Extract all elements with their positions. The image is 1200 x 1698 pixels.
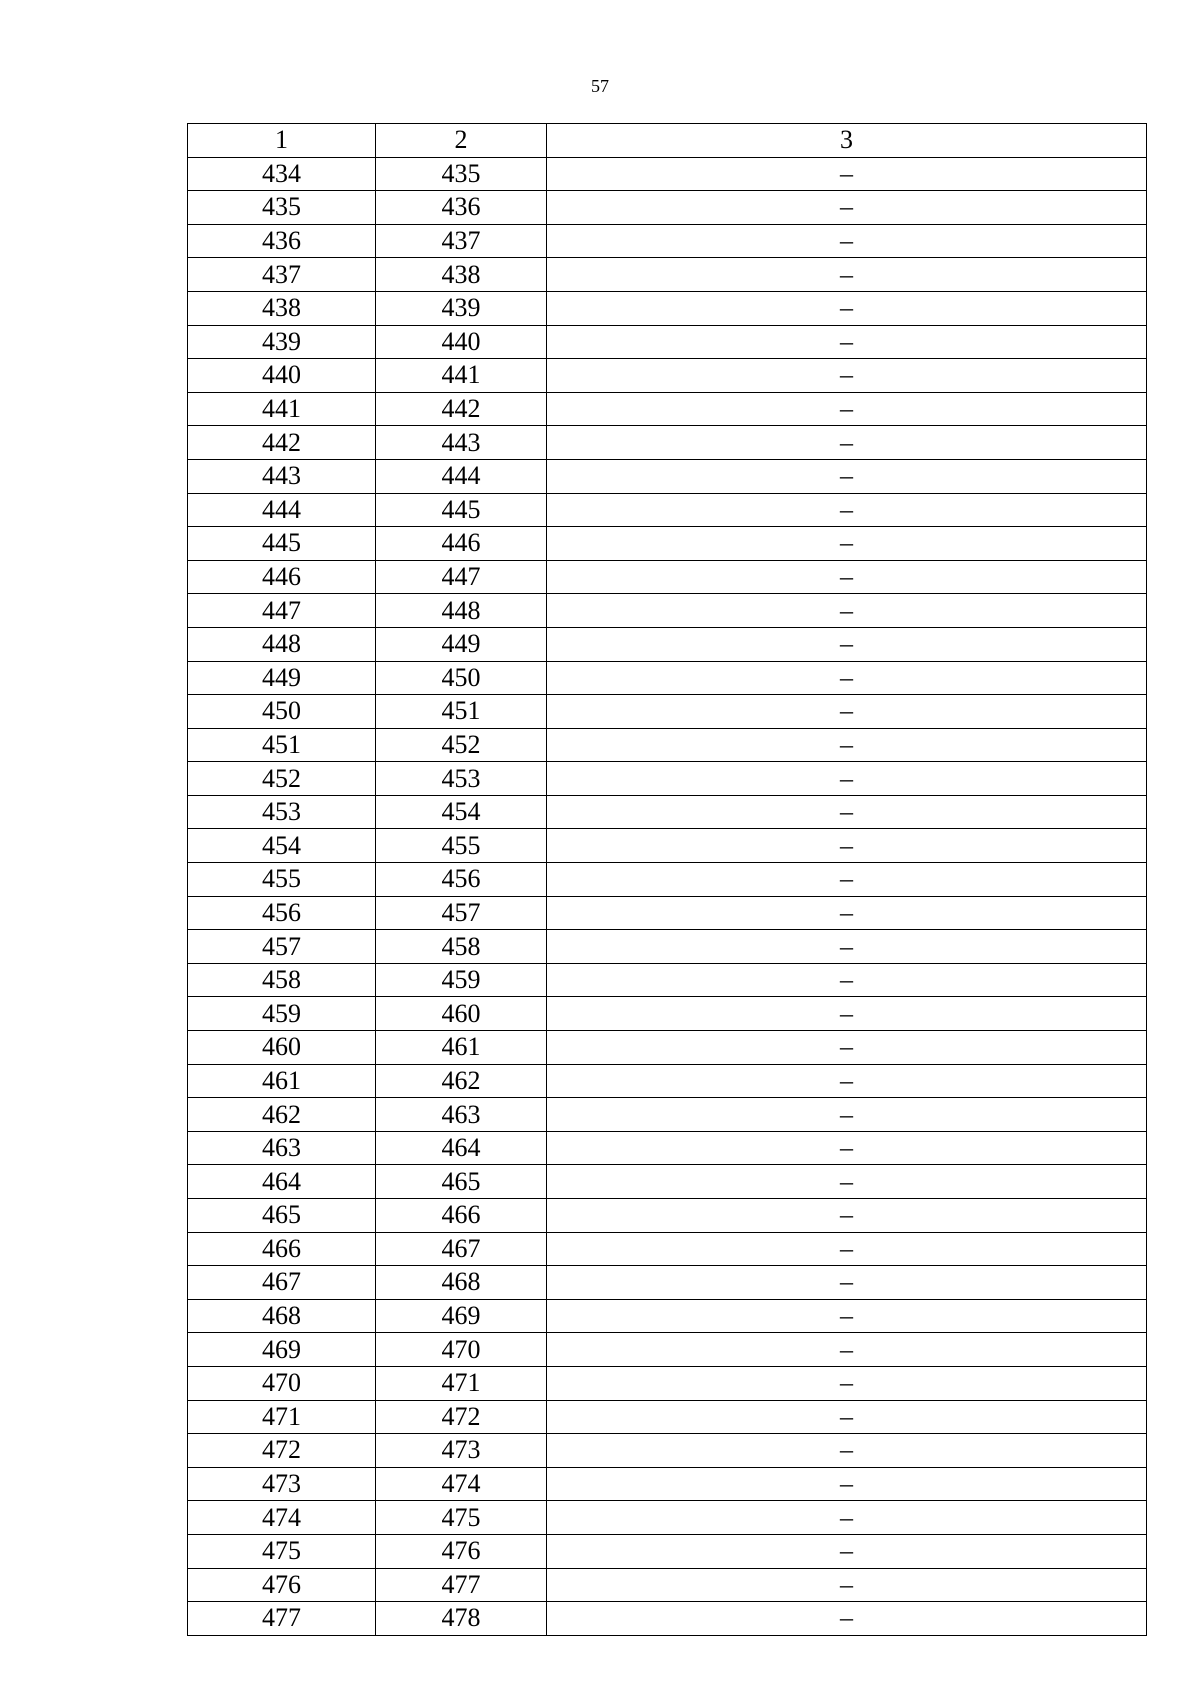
table-cell-col-2: 464 <box>376 1131 547 1165</box>
table-cell-col-2: 467 <box>376 1232 547 1266</box>
table-cell-col-2: 478 <box>376 1602 547 1636</box>
table-header <box>188 124 1147 158</box>
column-header-1: 1 <box>188 124 376 158</box>
table-cell-col-3: – <box>547 1333 1147 1367</box>
table-cell-col-2: 477 <box>376 1568 547 1602</box>
table-cell-col-3: – <box>547 896 1147 930</box>
table-cell-col-2: 472 <box>376 1400 547 1434</box>
table-cell-col-3: – <box>547 1467 1147 1501</box>
table-cell-col-1: 444 <box>188 493 376 527</box>
table-cell-col-2: 459 <box>376 963 547 997</box>
table-cell-col-3: – <box>547 325 1147 359</box>
header-row <box>188 124 1147 158</box>
table-cell-col-1: 448 <box>188 627 376 661</box>
table-cell-col-2: 462 <box>376 1064 547 1098</box>
table-cell-col-2: 453 <box>376 762 547 796</box>
table-cell-col-2: 451 <box>376 695 547 729</box>
table-cell-col-3: – <box>547 1064 1147 1098</box>
table-row <box>188 728 1147 762</box>
table-row <box>188 1031 1147 1065</box>
table-row <box>188 1434 1147 1468</box>
table-cell-col-2: 476 <box>376 1534 547 1568</box>
table-cell-col-1: 442 <box>188 426 376 460</box>
table-row <box>188 392 1147 426</box>
table-cell-col-2: 461 <box>376 1031 547 1065</box>
table-row <box>188 291 1147 325</box>
table-cell-col-1: 454 <box>188 829 376 863</box>
table-row <box>188 829 1147 863</box>
table-cell-col-1: 464 <box>188 1165 376 1199</box>
table-row <box>188 1299 1147 1333</box>
table-cell-col-1: 440 <box>188 359 376 393</box>
table-cell-col-2: 460 <box>376 997 547 1031</box>
table-cell-col-3: – <box>547 392 1147 426</box>
table-cell-col-3: – <box>547 695 1147 729</box>
table-cell-col-1: 477 <box>188 1602 376 1636</box>
table-row <box>188 963 1147 997</box>
table-cell-col-3: – <box>547 661 1147 695</box>
table-cell-col-1: 476 <box>188 1568 376 1602</box>
table-cell-col-2: 468 <box>376 1266 547 1300</box>
table-row <box>188 1266 1147 1300</box>
table-cell-col-3: – <box>547 997 1147 1031</box>
table-cell-col-2: 457 <box>376 896 547 930</box>
table-cell-col-2: 465 <box>376 1165 547 1199</box>
table-cell-col-1: 438 <box>188 291 376 325</box>
table-row <box>188 1165 1147 1199</box>
table-cell-col-1: 447 <box>188 594 376 628</box>
table-cell-col-3: – <box>547 930 1147 964</box>
table-cell-col-2: 446 <box>376 527 547 561</box>
table-cell-col-2: 454 <box>376 795 547 829</box>
table-cell-col-3: – <box>547 1400 1147 1434</box>
table-cell-col-2: 436 <box>376 191 547 225</box>
table-row <box>188 459 1147 493</box>
table-cell-col-1: 453 <box>188 795 376 829</box>
table-row <box>188 1467 1147 1501</box>
table-row <box>188 762 1147 796</box>
table-cell-col-2: 435 <box>376 157 547 191</box>
table-cell-col-3: – <box>547 1232 1147 1266</box>
table-cell-col-1: 467 <box>188 1266 376 1300</box>
page-number: 57 <box>591 76 609 96</box>
table-cell-col-2: 450 <box>376 661 547 695</box>
table-cell-col-3: – <box>547 963 1147 997</box>
table-cell-col-1: 435 <box>188 191 376 225</box>
table-cell-col-2: 442 <box>376 392 547 426</box>
table-cell-col-1: 459 <box>188 997 376 1031</box>
table-row <box>188 560 1147 594</box>
table-cell-col-1: 457 <box>188 930 376 964</box>
table-cell-col-2: 440 <box>376 325 547 359</box>
table-cell-col-3: – <box>547 1534 1147 1568</box>
table-cell-col-3: – <box>547 1131 1147 1165</box>
table-cell-col-1: 470 <box>188 1366 376 1400</box>
table-row <box>188 1333 1147 1367</box>
table-cell-col-3: – <box>547 863 1147 897</box>
table-row <box>188 1366 1147 1400</box>
table-cell-col-3: – <box>547 1199 1147 1233</box>
table-cell-col-1: 443 <box>188 459 376 493</box>
table-cell-col-1: 472 <box>188 1434 376 1468</box>
table-row <box>188 258 1147 292</box>
table-cell-col-3: – <box>547 1568 1147 1602</box>
table-row <box>188 359 1147 393</box>
table-cell-col-2: 455 <box>376 829 547 863</box>
table-cell-col-3: – <box>547 560 1147 594</box>
table-cell-col-2: 470 <box>376 1333 547 1367</box>
table-cell-col-2: 471 <box>376 1366 547 1400</box>
table-cell-col-3: – <box>547 426 1147 460</box>
table-cell-col-1: 458 <box>188 963 376 997</box>
table-cell-col-1: 450 <box>188 695 376 729</box>
table-row <box>188 997 1147 1031</box>
table-cell-col-2: 445 <box>376 493 547 527</box>
table-cell-col-3: – <box>547 594 1147 628</box>
table-cell-col-3: – <box>547 1165 1147 1199</box>
table-cell-col-2: 456 <box>376 863 547 897</box>
table-cell-col-2: 452 <box>376 728 547 762</box>
table-row <box>188 1501 1147 1535</box>
table-cell-col-3: – <box>547 1031 1147 1065</box>
table-row <box>188 594 1147 628</box>
table-cell-col-1: 471 <box>188 1400 376 1434</box>
table-cell-col-1: 449 <box>188 661 376 695</box>
table-cell-col-1: 436 <box>188 224 376 258</box>
table-cell-col-3: – <box>547 291 1147 325</box>
table-cell-col-3: – <box>547 493 1147 527</box>
table-cell-col-3: – <box>547 459 1147 493</box>
table-row <box>188 527 1147 561</box>
table-cell-col-2: 439 <box>376 291 547 325</box>
table-cell-col-3: – <box>547 1266 1147 1300</box>
table-row <box>188 695 1147 729</box>
table-row <box>188 426 1147 460</box>
table-cell-col-2: 438 <box>376 258 547 292</box>
table-cell-col-2: 448 <box>376 594 547 628</box>
table-cell-col-3: – <box>547 1366 1147 1400</box>
table-row <box>188 1568 1147 1602</box>
table-row <box>188 224 1147 258</box>
table-cell-col-3: – <box>547 191 1147 225</box>
table-row <box>188 627 1147 661</box>
table-cell-col-1: 466 <box>188 1232 376 1266</box>
table-cell-col-1: 468 <box>188 1299 376 1333</box>
table-cell-col-2: 474 <box>376 1467 547 1501</box>
table-cell-col-3: – <box>547 795 1147 829</box>
table-cell-col-1: 446 <box>188 560 376 594</box>
table-cell-col-1: 456 <box>188 896 376 930</box>
table-row <box>188 1199 1147 1233</box>
table-cell-col-3: – <box>547 1434 1147 1468</box>
table-cell-col-2: 449 <box>376 627 547 661</box>
table-row <box>188 1602 1147 1636</box>
table-cell-col-2: 475 <box>376 1501 547 1535</box>
table-row <box>188 1232 1147 1266</box>
table-row <box>188 493 1147 527</box>
table-row <box>188 1064 1147 1098</box>
table-body <box>188 157 1147 1635</box>
table-cell-col-2: 458 <box>376 930 547 964</box>
table-row <box>188 1400 1147 1434</box>
table-cell-col-2: 469 <box>376 1299 547 1333</box>
table-row <box>188 863 1147 897</box>
table-cell-col-1: 439 <box>188 325 376 359</box>
table-cell-col-1: 441 <box>188 392 376 426</box>
table-cell-col-2: 473 <box>376 1434 547 1468</box>
table-row <box>188 896 1147 930</box>
table-cell-col-2: 441 <box>376 359 547 393</box>
table-cell-col-1: 463 <box>188 1131 376 1165</box>
table-cell-col-3: – <box>547 1098 1147 1132</box>
table-cell-col-3: – <box>547 527 1147 561</box>
table-row <box>188 1098 1147 1132</box>
table-cell-col-1: 461 <box>188 1064 376 1098</box>
table-row <box>188 157 1147 191</box>
table-cell-col-3: – <box>547 258 1147 292</box>
table-cell-col-1: 455 <box>188 863 376 897</box>
table-cell-col-1: 452 <box>188 762 376 796</box>
data-table <box>187 123 1147 1636</box>
table-cell-col-3: – <box>547 1602 1147 1636</box>
table-cell-col-2: 443 <box>376 426 547 460</box>
table-cell-col-2: 437 <box>376 224 547 258</box>
table-cell-col-3: – <box>547 224 1147 258</box>
table-cell-col-3: – <box>547 728 1147 762</box>
table-cell-col-3: – <box>547 359 1147 393</box>
table-cell-col-1: 460 <box>188 1031 376 1065</box>
table-row <box>188 1131 1147 1165</box>
table-cell-col-1: 474 <box>188 1501 376 1535</box>
table-row <box>188 325 1147 359</box>
table-cell-col-1: 434 <box>188 157 376 191</box>
table-cell-col-2: 444 <box>376 459 547 493</box>
column-header-2: 2 <box>376 124 547 158</box>
table-cell-col-1: 462 <box>188 1098 376 1132</box>
table-cell-col-1: 469 <box>188 1333 376 1367</box>
table-row <box>188 191 1147 225</box>
table-cell-col-3: – <box>547 627 1147 661</box>
table-cell-col-1: 473 <box>188 1467 376 1501</box>
table-cell-col-1: 437 <box>188 258 376 292</box>
table-cell-col-3: – <box>547 762 1147 796</box>
table-row <box>188 795 1147 829</box>
table-cell-col-2: 463 <box>376 1098 547 1132</box>
table-cell-col-1: 445 <box>188 527 376 561</box>
table-cell-col-1: 475 <box>188 1534 376 1568</box>
table-cell-col-2: 447 <box>376 560 547 594</box>
table-cell-col-1: 465 <box>188 1199 376 1233</box>
table-cell-col-1: 451 <box>188 728 376 762</box>
table-cell-col-2: 466 <box>376 1199 547 1233</box>
table-row <box>188 930 1147 964</box>
table-cell-col-3: – <box>547 1299 1147 1333</box>
table-cell-col-3: – <box>547 157 1147 191</box>
table-cell-col-3: – <box>547 829 1147 863</box>
column-header-3: 3 <box>547 124 1147 158</box>
table-row <box>188 661 1147 695</box>
table-row <box>188 1534 1147 1568</box>
table-cell-col-3: – <box>547 1501 1147 1535</box>
